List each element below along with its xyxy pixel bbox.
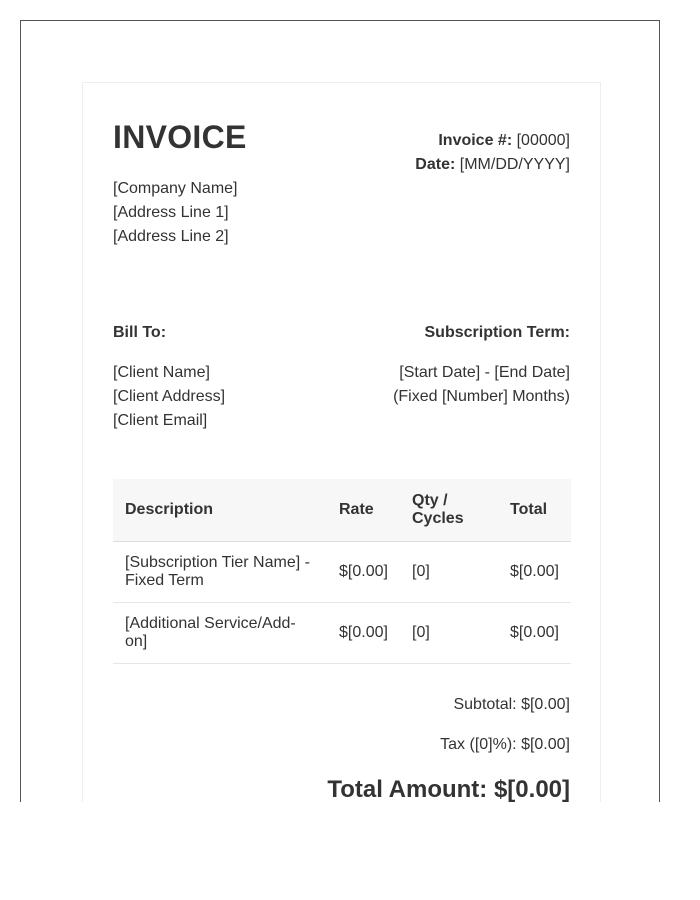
client-email: [Client Email]	[113, 412, 208, 429]
subscription-term-heading: Subscription Term:	[424, 324, 570, 341]
line-items-table	[113, 479, 571, 664]
client-name: [Client Name]	[113, 364, 210, 381]
company-address-line-1: [Address Line 1]	[113, 204, 229, 221]
invoice-number-label: Invoice #:	[438, 132, 513, 149]
invoice-date	[415, 156, 570, 174]
table-row	[113, 602, 571, 663]
client-address: [Client Address]	[113, 388, 226, 405]
subtotal: Subtotal: $[0.00]	[453, 696, 570, 713]
row-total: $[0.00]	[498, 602, 571, 663]
row-rate: $[0.00]	[327, 602, 400, 663]
tax-line: Tax ([0]%): $[0.00]	[440, 736, 570, 753]
invoice-date-value: [MM/DD/YYYY]	[459, 156, 570, 173]
row-description: [Subscription Tier Name] - Fixed Term	[113, 541, 327, 602]
invoice-date-label: Date:	[415, 156, 456, 173]
row-description: [Additional Service/Add-on]	[113, 602, 327, 663]
subscription-date-range: [Start Date] - [End Date]	[399, 364, 570, 381]
total-amount: Total Amount: $[0.00]	[327, 776, 570, 802]
document-frame	[20, 20, 660, 802]
invoice-number-value: [00000]	[516, 132, 570, 149]
column-header-rate: Rate	[327, 479, 400, 541]
invoice-title: INVOICE	[113, 119, 247, 155]
company-address-line-2: [Address Line 2]	[113, 228, 229, 245]
qty-header-text: Qty / Cycles	[412, 491, 464, 527]
company-name: [Company Name]	[113, 180, 238, 197]
row-qty: [0]	[400, 541, 498, 602]
table-row	[113, 541, 571, 602]
subscription-duration: (Fixed [Number] Months)	[393, 388, 570, 405]
row-qty: [0]	[400, 602, 498, 663]
invoice-number	[438, 132, 570, 150]
column-header-total: Total	[498, 479, 571, 541]
column-header-description: Description	[113, 479, 327, 541]
column-header-qty	[400, 479, 498, 541]
invoice-card	[82, 82, 601, 802]
row-total: $[0.00]	[498, 541, 571, 602]
bill-to-heading: Bill To:	[113, 324, 167, 341]
table-header-row	[113, 479, 571, 541]
row-rate: $[0.00]	[327, 541, 400, 602]
